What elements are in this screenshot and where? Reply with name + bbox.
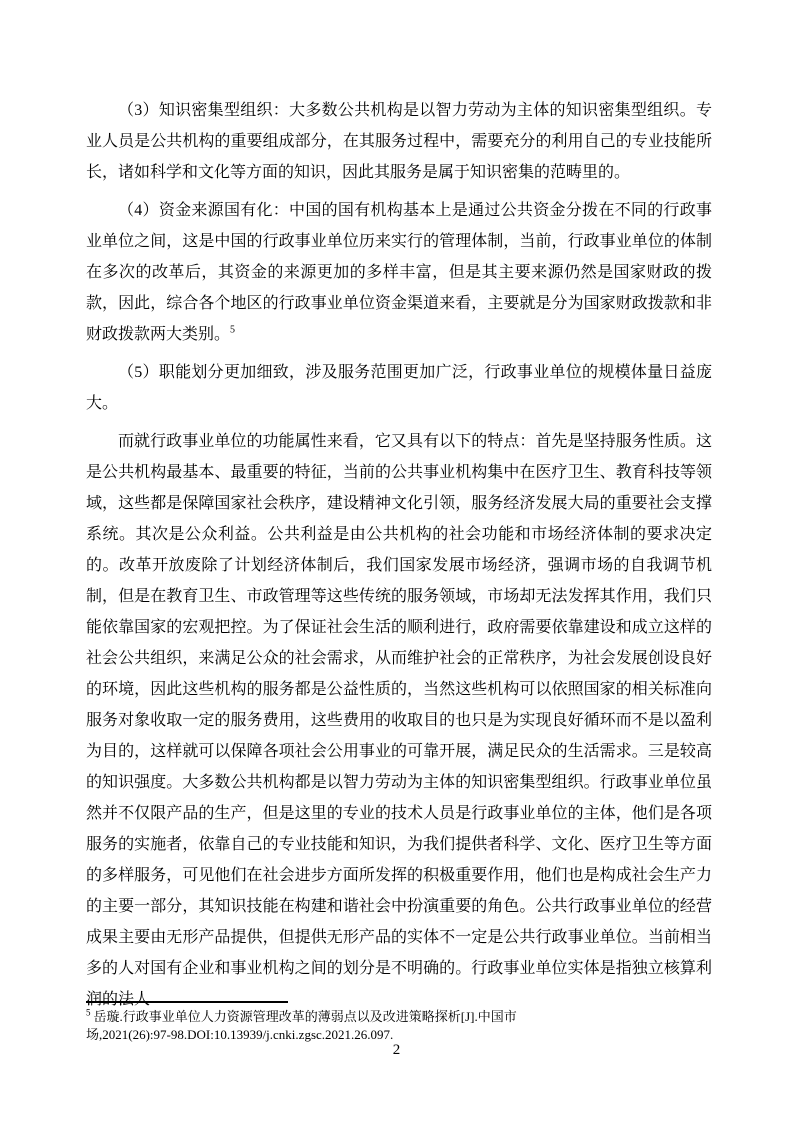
page-body [86, 95, 712, 1022]
footnote-text: 岳璇.行政事业单位人力资源管理改革的薄弱点以及改进策略探析[J].中国市 [93, 1009, 517, 1024]
footnote-citation-line-2: 场,2021(26):97-98.DOI:10.13939/j.cnki.zgsc.2021.26.097. [86, 1026, 394, 1042]
paragraph-text: 而就行政事业单位的功能属性来看，它又具有以下的特点：首先是坚持服务性质。这是公共机构最基本、最重要的特征，当前的公共事业机构集中在医疗卫生、教育科技等领域，这些都是保障国家社会秩序，建设精神文化引领，服务经济发展大局的重要社会支撑系统。其次是公众利益。公共利益是由公共机构的社会功能和市场经济体制的要求决定的。改革开放废除了计划经济体制后，我们国家发展市场经济，强调市场的自我调节机制，但是在教育卫生、市政管理等这些传统的服务领域，市场却无法发挥其作用，我们只能依靠国家的宏观把控。为了保证社会生活的顺利进行，政府需要依靠建设和成立这样的社会公共组织，来满足公众的社会需求，从而维护社会的正常秩序，为社会发展创设良好的环境，因此这些机构的服务都是公益性质的，当然这些机构可以依照国家的相关标准向服务对象收取一定的服务费用，这些费用的收取目的也只是为实现良好循环而不是以盈利为目的，这样就可以保障各项社会公用事业的可靠开展，满足民众的生活需求。三是较高的知识强度。大多数公共机构都是以智力劳动为主体的知识密集型组织。行政事业单位虽然并不仅限产品的生产，但是这里的专业的技术人员是行政事业单位的主体，他们是各项服务的实施者，依靠自己的专业技能和知识，为我们提供者科学、文化、医疗卫生等方面的多样服务，可见他们在社会进步方面所发挥的积极重要作用，他们也是构成社会生产力的主要一部分，其知识技能在构建和谐社会中扮演重要的角色。公共行政事业单位的经营成果主要由无形产品提供，但提供无形产品的实体不一定是公共行政事业单位。当前相当多的人对国有企业和事业机构之间的划分是不明确的。行政事业单位实体是指独立核算利润的法人 [86, 433, 712, 1008]
footnote-separator-line [86, 1001, 288, 1003]
footnote-area [86, 1001, 712, 1043]
paragraph-functional-attributes [86, 426, 712, 1015]
page-number: 2 [392, 1042, 401, 1058]
paragraph-knowledge-intensive-org [86, 95, 712, 188]
footnote-marker: 5 [86, 1007, 91, 1018]
footnote-citation-line-1 [86, 1008, 712, 1026]
paragraph-text: （3）知识密集型组织：大多数公共机构是以智力劳动为主体的知识密集型组织。专业人员是公共机构的重要组成部分，在其服务过程中，需要充分的利用自己的专业技能所长，诸如科学和文化等方面的知识，因此其服务是属于知识密集的范畴里的。 [86, 102, 712, 181]
paragraph-funding-nationalization [86, 195, 712, 350]
paragraph-function-division [86, 357, 712, 419]
footnote-reference: 5 [230, 324, 236, 336]
paragraph-text: （5）职能划分更加细致，涉及服务范围更加广泛，行政事业单位的规模体量日益庞大。 [86, 364, 712, 412]
paragraph-text: （4）资金来源国有化：中国的国有机构基本上是通过公共资金分拨在不同的行政事业单位之间，这是中国的行政事业单位历来实行的管理体制，当前，行政事业单位的体制在多次的改革后，其资金的来源更加的多样丰富，但是其主要来源仍然是国家财政的拨款，因此，综合各个地区的行政事业单位资金渠道来看，主要就是分为国家财政拨款和非财政拨款两大类别。 [86, 202, 712, 343]
